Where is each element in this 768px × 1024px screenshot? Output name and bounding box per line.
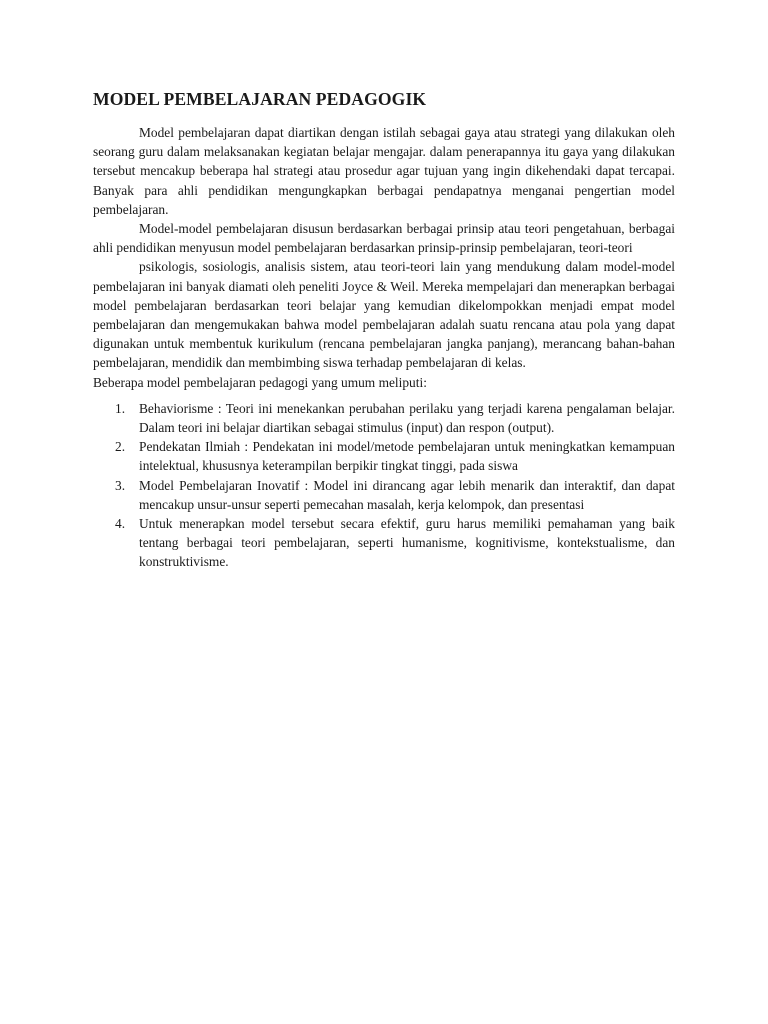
list-item-text: Behaviorisme : Teori ini menekankan perubahan perilaku yang terjadi karena pengalaman belajar. Dalam teori ini belajar diartikan sebagai stimulus (input) dan respon (output).	[139, 400, 675, 436]
document-title: MODEL PEMBELAJARAN PEDAGOGIK	[93, 89, 427, 109]
list-item	[93, 476, 675, 514]
paragraph-definition: Model pembelajaran dapat diartikan dengan istilah sebagai gaya atau strategi yang dilakukan oleh seorang guru dalam melaksanakan kegiatan belajar mengajar. dalam penerapannya itu gaya yang dilakukan tersebut mencakup beberapa hal strategi atau prosedur agar tujuan yang ingin dikehendaki dapat tercapai. Banyak para ahli pendidikan mengungkapkan berbagai pendapatnya menganai pengertian model pembelajaran.	[93, 125, 675, 217]
list-item-text: Pendekatan Ilmiah : Pendekatan ini model/metode pembelajaran untuk meningkatkan kemampuan intelektual, khususnya keterampilan berpikir tingkat tinggi, pada siswa	[139, 439, 675, 474]
list-number: 2.	[115, 439, 126, 455]
model-list	[93, 399, 675, 572]
list-item-text: Model Pembelajaran Inovatif : Model ini dirancang agar lebih menarik dan interaktif, dan dapat mencakup unsur-unsur seperti pemecahan masalah, kerja kelompok, dan presentasi	[139, 477, 675, 512]
list-number: 4.	[115, 516, 126, 532]
list-item	[93, 399, 675, 437]
list-number: 1.	[115, 400, 126, 416]
list-item	[93, 437, 675, 475]
list-intro: Beberapa model pembelajaran pedagogi yang umum meliputi:	[93, 374, 427, 390]
list-item	[93, 514, 675, 572]
paragraph-joyce-weil: psikologis, sosiologis, analisis sistem, atau teori-teori lain yang mendukung dalam model-model pembelajaran ini banyak diamati oleh peneliti Joyce & Weil. Mereka mempelajari dan menerapkan berbagai model pembelajaran berdasarkan teori belajar yang kemudian dikelompokkan menjadi empat model pembelajaran dan mengemukakan bahwa model pembelajaran adalah suatu rencana atau pola yang dapat digunakan untuk membentuk kurikulum (rencana pembelajaran jangka panjang), merancang bahan-bahan pembelajaran, mendidik dan membimbing siswa terhadap pembelajaran di kelas.	[93, 259, 675, 371]
list-number: 3.	[115, 477, 126, 493]
paragraph-principles: Model-model pembelajaran disusun berdasarkan berbagai prinsip atau teori pengetahuan, berbagai ahli pendidikan menyusun model pembelajaran berdasarkan prinsip-prinsip pembelajaran, teori-teori	[93, 221, 675, 256]
list-item-text: Untuk menerapkan model tersebut secara efektif, guru harus memiliki pemahaman yang baik tentang berbagai teori pembelajaran, seperti humanisme, kognitivisme, kontekstualisme, dan konstruktivisme.	[139, 516, 675, 570]
document-page	[93, 88, 675, 572]
